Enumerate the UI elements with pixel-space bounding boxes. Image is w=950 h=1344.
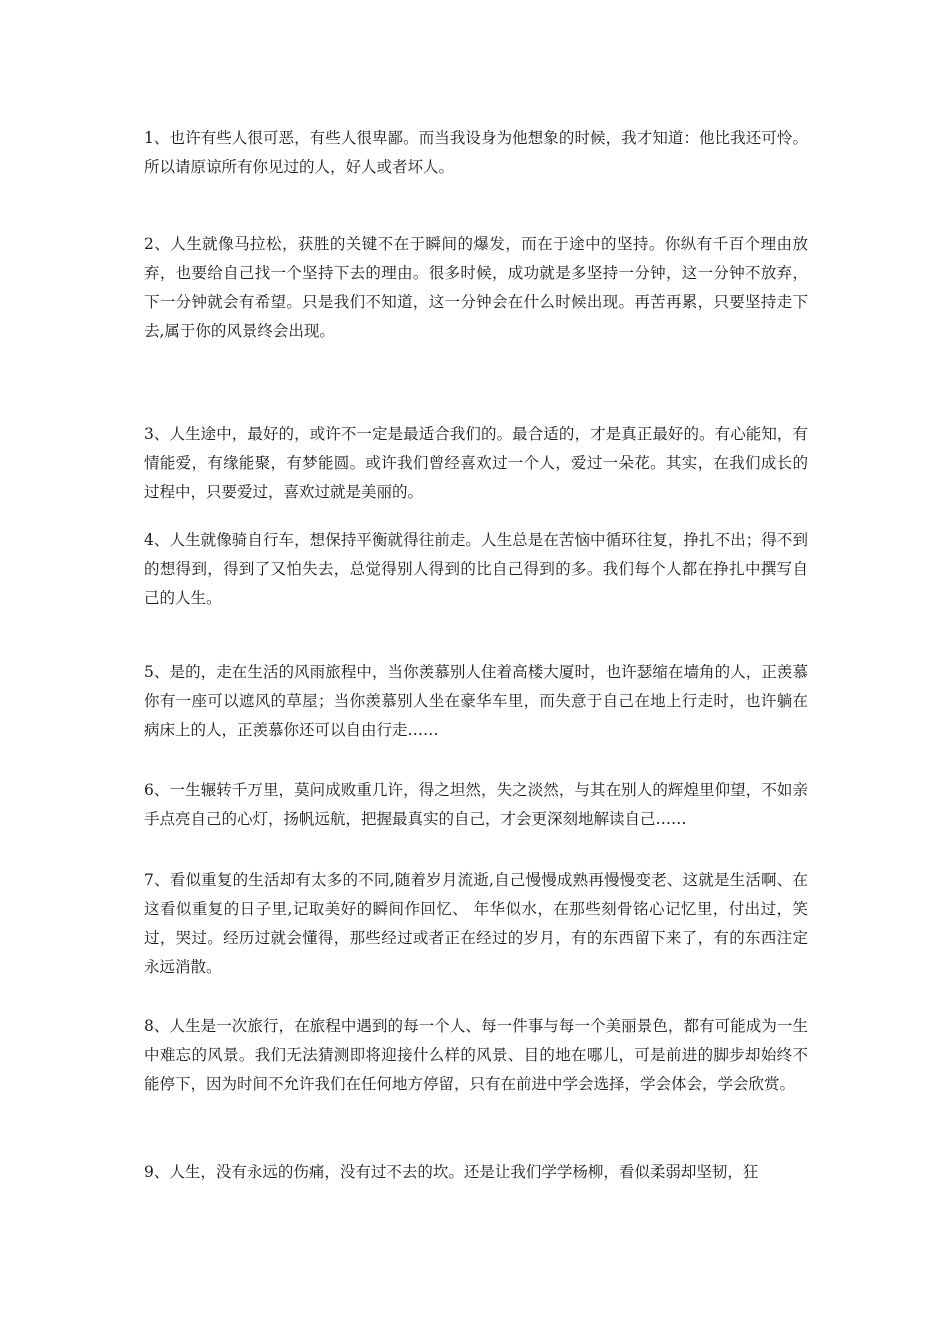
paragraph-3: 3、人生途中，最好的，或许不一定是最适合我们的。最合适的，才是真正最好的。有心能知，有情能爱，有缘能聚，有梦能圆。或许我们曾经喜欢过一个人，爱过一朵花。其实，在我们成长的过程中，只要爱过，喜欢过就是美丽的。 — [144, 425, 808, 501]
paragraph-1: 1、也许有些人很可恶，有些人很卑鄙。而当我设身为他想象的时候，我才知道：他比我还可怜。所以请原谅所有你见过的人，好人或者坏人。 — [144, 129, 808, 176]
paragraph-5: 5、是的，走在生活的风雨旅程中，当你羡慕别人住着高楼大厦时，也许瑟缩在墙角的人，正羡慕你有一座可以遮风的草屋；当你羡慕别人坐在豪华车里，而失意于自己在地上行走时，也许躺在病床上的人，正羡慕你还可以自由行走…… — [144, 663, 808, 739]
paragraph-8: 8、人生是一次旅行，在旅程中遇到的每一个人、每一件事与每一个美丽景色，都有可能成为一生中难忘的风景。我们无法猜测即将迎接什么样的风景、目的地在哪儿，可是前进的脚步却始终不能停下，因为时间不允许我们在任何地方停留，只有在前进中学会选择，学会体会，学会欣赏。 — [144, 1017, 808, 1093]
paragraph-2: 2、人生就像马拉松，获胜的关键不在于瞬间的爆发，而在于途中的坚持。你纵有千百个理由放弃，也要给自己找一个坚持下去的理由。很多时候，成功就是多坚持一分钟，这一分钟不放弃，下一分钟就会有希望。只是我们不知道，这一分钟会在什么时候出现。再苦再累，只要坚持走下去,属于你的风景终会出现。 — [144, 235, 808, 340]
paragraph-6: 6、一生辗转千万里，莫问成败重几许，得之坦然，失之淡然，与其在别人的辉煌里仰望，不如亲手点亮自己的心灯，扬帆远航，把握最真实的自己，才会更深刻地解读自己…… — [144, 781, 808, 828]
paragraph-7: 7、看似重复的生活却有太多的不同,随着岁月流逝,自己慢慢成熟再慢慢变老、这就是生活啊、在这看似重复的日子里,记取美好的瞬间作回忆、 年华似水，在那些刻骨铭心记忆里，付出过，笑过，哭过。经历过就会懂得，那些经过或者正在经过的岁月，有的东西留下来了，有的东西注定永远消散。 — [144, 871, 808, 976]
paragraph-9: 9、人生，没有永远的伤痛，没有过不去的坎。还是让我们学学杨柳，看似柔弱却坚韧，狂 — [144, 1163, 759, 1181]
paragraph-4: 4、人生就像骑自行车，想保持平衡就得往前走。人生总是在苦恼中循环往复，挣扎不出；得不到的想得到，得到了又怕失去，总觉得别人得到的比自己得到的多。我们每个人都在挣扎中撰写自己的人生。 — [144, 531, 808, 607]
